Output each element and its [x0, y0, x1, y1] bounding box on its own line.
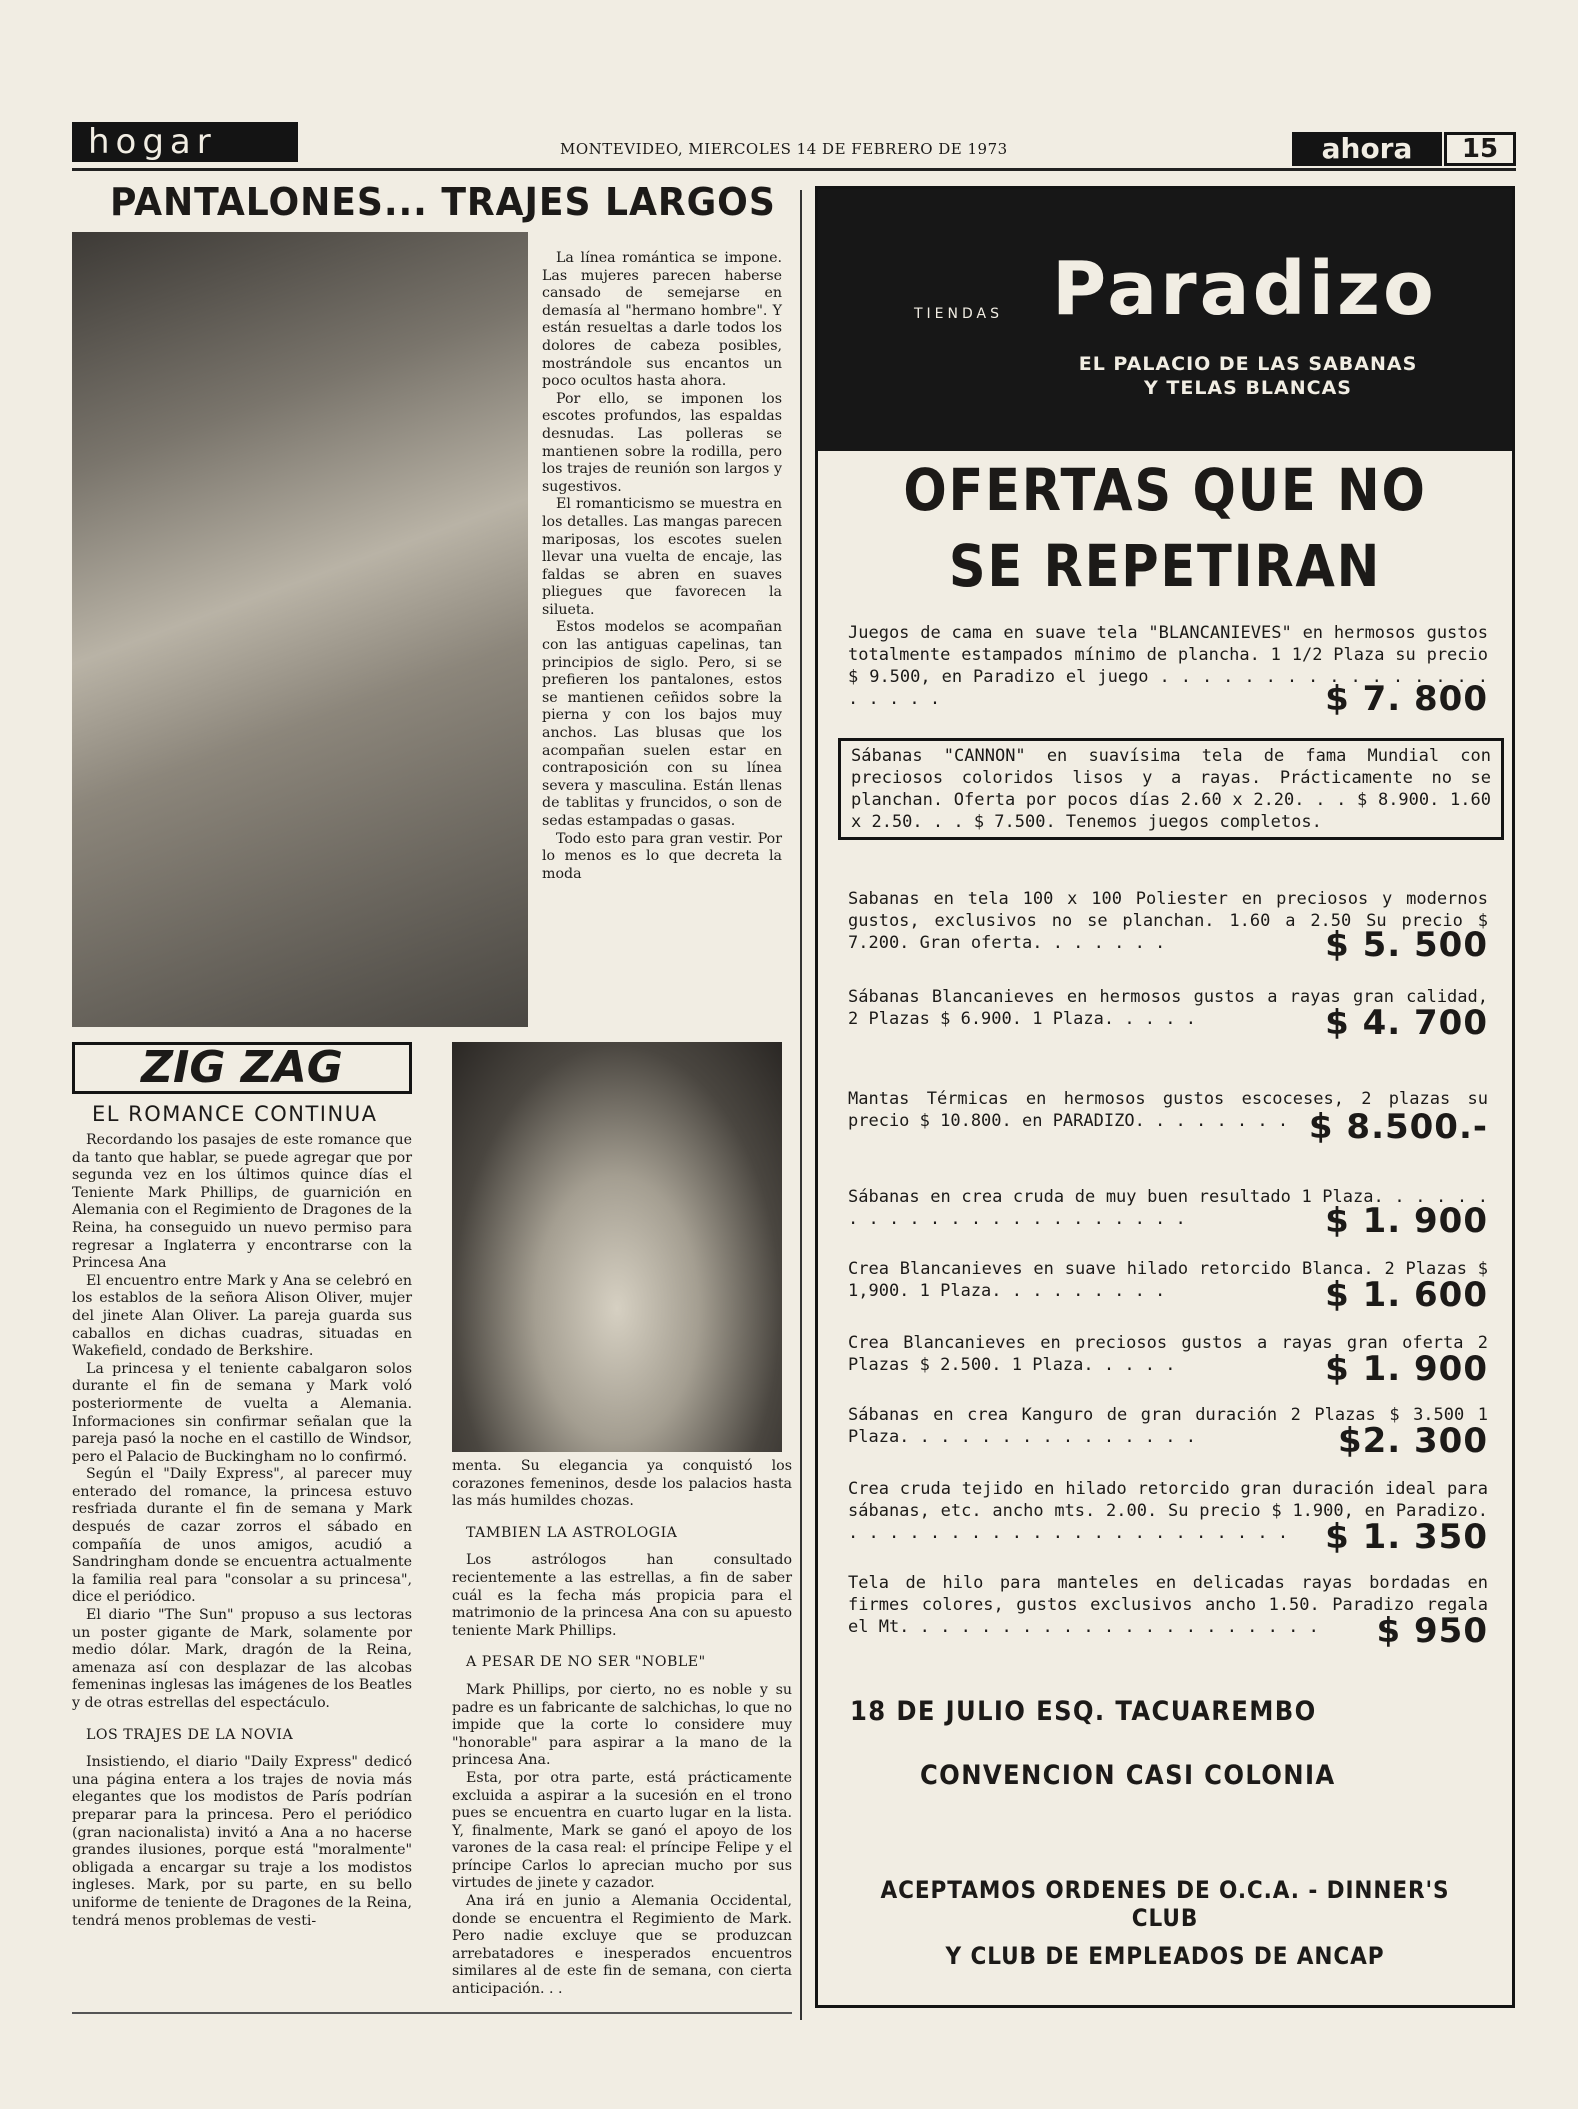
fashion-photo [72, 232, 528, 1027]
ad-item-price: $ 1. 900 [1325, 1349, 1488, 1389]
ad-item [848, 1186, 1488, 1241]
ad-item [848, 1404, 1488, 1461]
ad-item-price: $ 1. 600 [1325, 1275, 1488, 1315]
subheading: A PESAR DE NO SER "NOBLE" [466, 1654, 706, 1671]
paragraph: El diario "The Sun" propuso a sus lectoras un poster gigante de Mark, solamente por medio dólar. Mark, dragón de la Reina, amenaza así con desplazar de las alcobas femeninas inglesas las imágenes de los Beatles y de otras estrellas del espectáculo. [72, 1607, 412, 1711]
ad-address-2: CONVENCION CASI COLONIA [920, 1760, 1336, 1791]
ad-item-price: $ 4. 700 [1325, 1003, 1488, 1043]
ad-item [848, 1478, 1488, 1557]
ad-item [848, 622, 1488, 719]
zigzag-title: ZIG ZAG [72, 1042, 412, 1094]
bottom-rule [72, 2012, 792, 2014]
ad-item-text: Crea cruda tejido en hilado retorcido gran duración ideal para sábanas, etc. ancho mts. 2.00. Su precio $ 1.900, en Paradizo. . . . . . . . . . . . . . . . . . . . . . . [848, 1479, 1488, 1543]
paragraph: El romanticismo se muestra en los detalles. Las mangas parecen mariposas, los escotes suelen llevar una vuelta de encaje, las faldas se abren en suaves pliegues que favorecen la silueta. [542, 496, 782, 618]
ad-accept-2: Y CLUB DE EMPLEADOS DE ANCAP [945, 1942, 1385, 1970]
ad-accept-1: ACEPTAMOS ORDENES DE O.C.A. - DINNER'S CLUB [880, 1876, 1450, 1932]
paragraph: Estos modelos se acompañan con las antiguas capelinas, tan principios de siglo. Pero, si se prefieren los pantalones, estos se mantienen ceñidos sobre la pierna y con los bajos muy anchos. Las blusas que los acompañan suelen estar en contraposición con su línea severa y masculina. Están llenas de tablitas y fruncidos, o son de sedas estampadas o gasas. [542, 619, 782, 829]
ad-headline-2: SE REPETIRAN [948, 532, 1382, 600]
ad-item-price: $ 950 [1376, 1611, 1488, 1651]
paragraph: Insistiendo, el diario "Daily Express" dedicó una página entera a los trajes de novia más elegantes que los modistos de París podrían preparar para la princesa. Pero el periódico (gran nacionalista) invitó a Ana a no hacerse grandes ilusiones, porque está "moralmente" obligada a encargar su traje a los modistos ingleses. Mark, por su parte, en su bello uniforme de teniente de Dragones de la Reina, tendrá menos problemas de vesti- [72, 1754, 412, 1929]
paragraph: El encuentro entre Mark y Ana se celebró en los establos de la señora Alison Oliver, mujer del jinete Alan Oliver. La pareja guarda sus caballos en dichas cuadras, situadas en Wakefield, condado de Berkshire. [72, 1272, 412, 1360]
ad-item-price: $2. 300 [1337, 1421, 1488, 1461]
ad-item-text: Mantas Térmicas en hermosos gustos escoceses, 2 plazas su precio $ 10.800. en PARADIZO. . . . . . . . [848, 1089, 1488, 1131]
zigzag-column-1 [72, 1132, 412, 1930]
ad-item-price: $ 5. 500 [1325, 925, 1488, 965]
paragraph: Por ello, se imponen los escotes profundos, las espaldas desnudas. Las polleras se mantienen sobre la rodilla, pero los trajes de reunión son largos y sugestivos. [542, 390, 782, 495]
page-number: 15 [1444, 132, 1516, 166]
ad-tagline-1: EL PALACIO DE LAS SABANAS [1078, 353, 1418, 375]
paragraph: Todo esto para gran vestir. Por lo menos es lo que decreta la moda [542, 830, 782, 882]
paragraph: Ana irá en junio a Alemania Occidental, donde se encuentra el Regimiento de Mark. Pero nadie excluye que se produzcan arrebatadores e inesperados encuentros similares al de este fin de semana, con cierta anticipación. . . [452, 1893, 792, 1998]
section-tag: hogar [72, 122, 298, 162]
ad-item [848, 1332, 1488, 1389]
ad-tagline [1048, 352, 1448, 400]
ad-item [848, 888, 1488, 965]
dateline: MONTEVIDEO, MIERCOLES 14 DE FEBRERO DE 1973 [560, 140, 1008, 158]
ad-item [848, 1572, 1488, 1651]
ad-headline [860, 452, 1471, 604]
paragraph: Según el "Daily Express", al parecer muy enterado del romance, la princesa estuvo resfriada durante el fin de semana y Mark después de cazar zorros el sábado en compañía de unos amigos, acudió a Sandringham donde se encuentra actualmente la familia real para "consolar a su princesa", dice el periódico. [72, 1466, 412, 1606]
ad-tiendas: TIENDAS [914, 306, 1003, 322]
ad-item-text: Crea Blancanieves en preciosos gustos a rayas gran oferta 2 Plazas $ 2.500. 1 Plaza. . . . . [848, 1333, 1488, 1375]
ad-item-text: Crea Blancanieves en suave hilado retorcido Blanca. 2 Plazas $ 1,900. 1 Plaza. . . . . . . . . [848, 1259, 1488, 1301]
ad-item-price: $ 7. 800 [1325, 679, 1488, 719]
ad-item [848, 986, 1488, 1043]
paragraph: Recordando los pasajes de este romance que da tanto que hablar, se puede agregar que por segunda vez en los últimos quince días el Teniente Mark Phillips, de guarnición en Alemania con el Regimiento de Dragones de la Reina, ha conseguido un nuevo permiso para regresar a Inglaterra y encontrarse con la Princesa Ana [72, 1132, 412, 1272]
newspaper-brand: ahora [1292, 132, 1442, 166]
paragraph: La princesa y el teniente cabalgaron solos durante el fin de semana y Mark voló posteriormente de vuelta a Alemania. Informaciones sin confirmar señalan que la pareja pasó la noche en el castillo de Windsor, pero el Palacio de Buckingham no lo confirmó. [72, 1360, 412, 1465]
ad-address-1: 18 DE JULIO ESQ. TACUAREMBO [850, 1696, 1317, 1727]
paragraph: Esta, por otra parte, está prácticamente excluida a aspirar a la sucesión en el trono pues se encuentra en cuarto lugar en la lista. Y, finalmente, Mark se ganó el apoyo de los varones de la casa real: el príncipe Felipe y el príncipe Carlos lo aprecian mucho por sus virtudes de jinete y cazador. [452, 1769, 792, 1892]
paragraph: menta. Su elegancia ya conquistó los corazones femeninos, desde los palacios hasta las más humildes chozas. [452, 1458, 792, 1510]
article-headline: PANTALONES... TRAJES LARGOS [110, 180, 776, 224]
zigzag-column-2 [452, 1458, 792, 1999]
princess-photo [452, 1042, 782, 1452]
subheading: TAMBIEN LA ASTROLOGIA [466, 1524, 678, 1541]
paragraph: Los astrólogos han consultado recientemente a las estrellas, a fin de saber cuál es la fecha más propicia para el matrimonio de la princesa Ana con su apuesto teniente Mark Phillips. [452, 1552, 792, 1639]
zigzag-subtitle: EL ROMANCE CONTINUA [92, 1102, 378, 1126]
subheading: LOS TRAJES DE LA NOVIA [86, 1726, 294, 1743]
ad-store-name: Paradizo [1052, 246, 1437, 332]
ad-item [848, 1088, 1488, 1147]
ad-tagline-2: Y TELAS BLANCAS [1144, 377, 1352, 399]
ad-item-price: $ 8.500.- [1308, 1107, 1488, 1147]
ad-item-text: Sábanas Blancanieves en hermosos gustos a rayas gran calidad, 2 Plazas $ 6.900. 1 Plaza. . . . . [848, 987, 1488, 1029]
ad-item-text: Tela de hilo para manteles en delicadas rayas bordadas en firmes colores, gustos exclusivos ancho 1.50. Paradizo regala el Mt. . . . . . . . . . . . . . . . . . . . . [848, 1573, 1488, 1637]
paragraph: La línea romántica se impone. Las mujeres parecen haberse cansado de semejarse en demasía al "hermano hombre". Y están resueltas a darle todos los dolores de cabeza posibles, mostrándole sus encantos un poco ocultos hasta ahora. [542, 250, 782, 390]
ad-item-text: Juegos de cama en suave tela "BLANCANIEVES" en hermosos gustos totalmente estampados mínimo de plancha. 1 1/2 Plaza su precio $ 9.500, en Paradizo el juego . . . . . . . . . . . . . . . . . . . . . [848, 623, 1488, 709]
ad-headline-1: OFERTAS QUE NO [903, 456, 1427, 524]
ad-item-text: Sábanas en crea cruda de muy buen resultado 1 Plaza. . . . . . . . . . . . . . . . . . . . . . . [848, 1187, 1488, 1229]
article-body [542, 250, 782, 883]
ad-item-price: $ 1. 900 [1325, 1201, 1488, 1241]
ad-item-price: $ 1. 350 [1325, 1517, 1488, 1557]
column-divider [800, 190, 802, 2020]
ad-item-boxed [838, 738, 1504, 840]
header-rule [72, 168, 1516, 171]
ad-item-text: Sabanas en tela 100 x 100 Poliester en preciosos y modernos gustos, exclusivos no se planchan. 1.60 a 2.50 Su precio $ 7.200. Gran oferta. . . . . . . [848, 889, 1488, 953]
ad-item-text: Sábanas "CANNON" en suavísima tela de fama Mundial con preciosos coloridos lisos y a rayas. Prácticamente no se planchan. Oferta por pocos días 2.60 x 2.20. . . $ 8.900. 1.60 x 2.50. . . $ 7.500. Tenemos juegos completos. [851, 746, 1491, 832]
ad-item [848, 1258, 1488, 1315]
ad-item-text: Sábanas en crea Kanguro de gran duración 2 Plazas $ 3.500 1 Plaza. . . . . . . . . . . . . . . [848, 1405, 1488, 1447]
paragraph: Mark Phillips, por cierto, no es noble y su padre es un fabricante de salchichas, lo que no impide que la corte lo considere muy "honorable" para aspirar a la mano de la princesa Ana. [452, 1681, 792, 1769]
